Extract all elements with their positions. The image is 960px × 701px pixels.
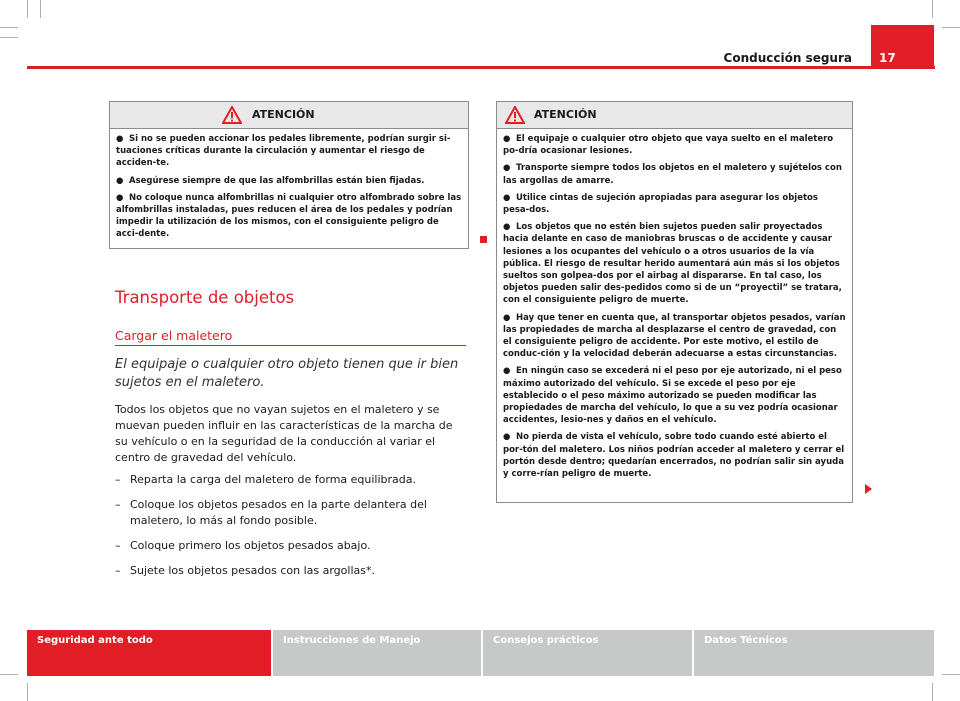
body-paragraph: Todos los objetos que no vayan sujetos en el maletero y se muevan pueden influir en las características de la marcha de su vehículo o en la seguridad de la conducción al variar el centro de gravedad del vehículo. — [115, 403, 453, 464]
crop-mark — [942, 27, 960, 28]
warning-triangle-icon — [505, 106, 525, 124]
warning-box-pedals — [109, 101, 469, 249]
crop-mark — [40, 0, 41, 18]
crop-mark — [942, 674, 960, 675]
dash: – — [115, 473, 121, 486]
dash: – — [115, 539, 121, 552]
header-section-title: Conducción segura — [723, 51, 852, 65]
warning-item: ● Transporte siempre todos los objetos en el maletero y sujételos con las argollas de amarre. — [503, 163, 842, 186]
bullet: ● — [503, 312, 511, 323]
section-subtitle: Cargar el maletero — [115, 328, 233, 343]
step-item: – Coloque primero los objetos pesados abajo. — [115, 539, 371, 552]
warning-item: ● No coloque nunca alfombrillas ni cualquier otro alfombrado sobre las alfombrillas instaladas, pues reducen el área de los pedales y podrían impedir la utilización de los mismos, con el consiguiente peligro de acci-dente. — [116, 192, 462, 240]
warning-triangle-icon — [222, 106, 242, 124]
warning-item: ● En ningún caso se excederá ni el peso por eje autorizado, ni el peso máximo autorizado del vehículo. Si se excede el peso por eje establecido o el peso máximo autorizado se pueden modificar las propiedades de marcha del vehículo, lo que a su vez podría ocasionar accidentes, lesio-nes y daños en el vehículo. — [503, 366, 842, 426]
warning-body — [497, 129, 852, 484]
continue-arrow-icon — [865, 484, 872, 494]
crop-mark — [932, 0, 933, 18]
step-list — [115, 472, 467, 588]
footer-tab-datos[interactable] — [694, 630, 934, 676]
bullet: ● — [503, 163, 511, 174]
footer-tab-seguridad[interactable] — [27, 630, 271, 676]
end-marker-icon — [480, 236, 487, 243]
dash: – — [115, 564, 121, 577]
footer-tab-label: Consejos prácticos — [493, 635, 599, 646]
footer-tab-label: Instrucciones de Manejo — [283, 635, 421, 646]
footer-tab-label: Seguridad ante todo — [37, 635, 153, 646]
footer-tab-label: Datos Técnicos — [704, 635, 788, 646]
section-title: Transporte de objetos — [115, 288, 295, 307]
crop-mark — [932, 683, 933, 701]
warning-body — [110, 129, 468, 245]
warning-item: ● Asegúrese siempre de que las alfombrillas están bien fijadas. — [116, 175, 425, 186]
footer-tab-instrucciones[interactable] — [273, 630, 481, 676]
bullet: ● — [503, 432, 511, 443]
warning-box-luggage — [496, 101, 853, 503]
warning-title: ATENCIÓN — [252, 108, 315, 121]
bullet: ● — [503, 222, 511, 233]
step-item: – Reparta la carga del maletero de forma equilibrada. — [115, 473, 416, 486]
crop-mark — [0, 27, 18, 28]
dash: – — [115, 498, 121, 511]
crop-mark — [0, 674, 18, 675]
crop-mark — [0, 37, 18, 38]
bullet: ● — [116, 175, 124, 186]
subtitle-rule — [115, 345, 466, 346]
warning-item: ● No pierda de vista el vehículo, sobre todo cuando esté abierto el por-tón del maletero. Los niños podrían acceder al maletero y cerrar el portón desde dentro; quedarían encerrados, no podrían salir sin ayuda y corre-rían peligro de muerte. — [503, 432, 845, 480]
bullet: ● — [503, 134, 511, 144]
warning-item: ● Utilice cintas de sujeción apropiadas para asegurar los objetos pesa-dos. — [503, 192, 818, 216]
bullet: ● — [503, 192, 511, 203]
warning-item: ● El equipaje o cualquier otro objeto que vaya suelto en el maletero po-dría ocasionar lesiones. — [503, 134, 834, 157]
header-rule — [27, 66, 935, 69]
lead-text: El equipaje o cualquier otro objeto tienen que ir bien sujetos en el maletero. — [115, 357, 459, 390]
warning-header — [110, 102, 468, 129]
footer-tab-consejos[interactable] — [483, 630, 692, 676]
step-item: – Coloque los objetos pesados en la parte delantera del maletero, lo más al fondo posible. — [115, 498, 427, 527]
warning-item: ● Los objetos que no estén bien sujetos pueden salir proyectados hacia delante en caso de maniobras bruscas o de accidente y causar lesiones a los ocupantes del vehículo o a otros usuarios de la vía pública. El riesgo de resultar herido aumentará aún más si los objetos sueltos son golpea-dos por el airbag al dispararse. En tal caso, los objetos pueden salir des-pedidos como si de un “proyectil” se tratara, con el consiguiente peligro de muerte. — [503, 222, 842, 306]
warning-item: ● Si no se pueden accionar los pedales libremente, podrían surgir si-tuaciones críticas durante la circulación y aumentar el riesgo de acciden-te. — [116, 134, 451, 169]
warning-item: ● Hay que tener en cuenta que, al transportar objetos pesados, varían las propiedades de marcha al desplazarse el centro de gravedad, con el consiguiente peligro de accidente. Por este motivo, el estilo de conduc-ción y la velocidad deberán adecuarse a estas circunstancias. — [503, 312, 846, 360]
page-number: 17 — [879, 51, 896, 65]
warning-header — [497, 102, 852, 129]
crop-mark — [27, 0, 28, 18]
step-item: – Sujete los objetos pesados con las argollas*. — [115, 564, 375, 577]
bullet: ● — [116, 192, 124, 203]
crop-mark — [27, 683, 28, 701]
bullet: ● — [116, 134, 124, 144]
warning-title: ATENCIÓN — [534, 108, 597, 121]
bullet: ● — [503, 366, 511, 377]
